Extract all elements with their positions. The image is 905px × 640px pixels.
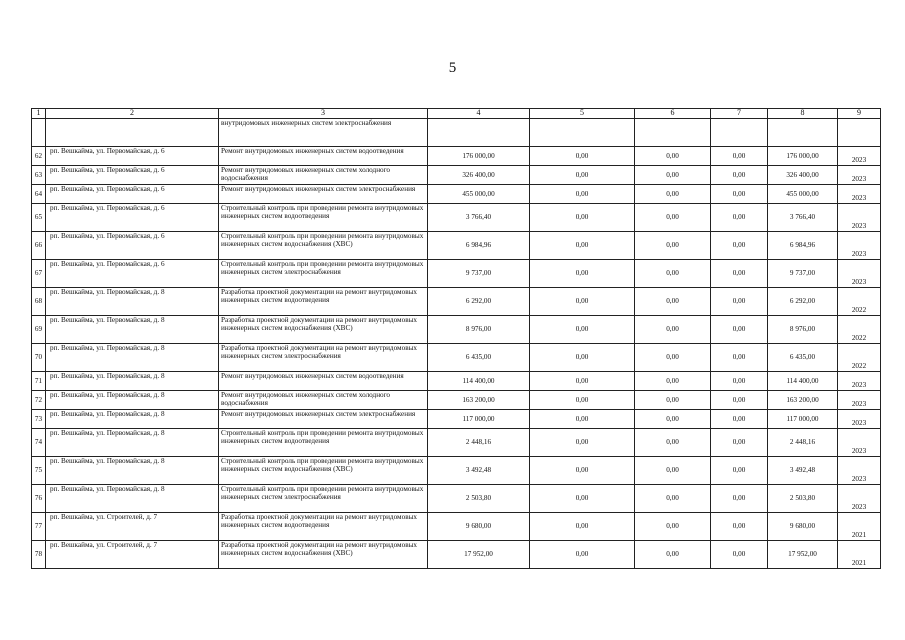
cost-total-cell: 9 737,00 — [428, 260, 530, 288]
address-cell: рп. Вешкайма, ул. Первомайская, д. 8 — [46, 429, 219, 457]
row-number-cell — [32, 119, 46, 147]
cost-col7-cell: 0,00 — [711, 204, 768, 232]
cost-total-cell: 3 492,48 — [428, 457, 530, 485]
cost-col7-cell: 0,00 — [711, 457, 768, 485]
table-row — [32, 204, 881, 232]
address-cell: рп. Вешкайма, ул. Первомайская, д. 6 — [46, 232, 219, 260]
cost-col5-cell: 0,00 — [530, 147, 635, 166]
cost-total-cell: 6 435,00 — [428, 344, 530, 372]
table-row — [32, 288, 881, 316]
cost-col8-cell: 6 984,96 — [768, 232, 838, 260]
cost-total-cell: 2 448,16 — [428, 429, 530, 457]
cost-col7-cell: 0,00 — [711, 391, 768, 410]
work-type-cell: Ремонт внутридомовых инженерных систем электроснабжения — [219, 185, 428, 204]
address-cell: рп. Вешкайма, ул. Первомайская, д. 6 — [46, 204, 219, 232]
cost-col8-cell: 9 680,00 — [768, 513, 838, 541]
year-cell: 2023 — [838, 457, 881, 485]
row-number-cell: 71 — [32, 372, 46, 391]
cost-col8-cell: 2 448,16 — [768, 429, 838, 457]
cost-col5-cell: 0,00 — [530, 429, 635, 457]
year-cell: 2023 — [838, 410, 881, 429]
cost-col6-cell: 0,00 — [635, 485, 711, 513]
table-row — [32, 457, 881, 485]
cost-col5-cell: 0,00 — [530, 232, 635, 260]
row-number-cell: 64 — [32, 185, 46, 204]
table-row — [32, 147, 881, 166]
cost-col8-cell: 176 000,00 — [768, 147, 838, 166]
cost-col5-cell: 0,00 — [530, 410, 635, 429]
cost-col6-cell: 0,00 — [635, 147, 711, 166]
address-cell: рп. Вешкайма, ул. Первомайская, д. 8 — [46, 391, 219, 410]
address-cell — [46, 119, 219, 147]
cost-col6-cell: 0,00 — [635, 260, 711, 288]
cost-col8-cell: 114 400,00 — [768, 372, 838, 391]
year-cell: 2023 — [838, 391, 881, 410]
cost-total-cell: 117 000,00 — [428, 410, 530, 429]
cost-col7-cell: 0,00 — [711, 316, 768, 344]
cost-total-cell — [428, 119, 530, 147]
cost-total-cell: 6 984,96 — [428, 232, 530, 260]
cost-col6-cell: 0,00 — [635, 541, 711, 569]
cost-col7-cell: 0,00 — [711, 429, 768, 457]
work-type-cell: Строительный контроль при проведении ремонта внутридомовых инженерных систем водоотведения — [219, 429, 428, 457]
address-cell: рп. Вешкайма, ул. Первомайская, д. 8 — [46, 457, 219, 485]
address-cell: рп. Вешкайма, ул. Первомайская, д. 6 — [46, 260, 219, 288]
cost-col6-cell: 0,00 — [635, 232, 711, 260]
table-row — [32, 372, 881, 391]
repair-schedule-table — [31, 108, 881, 569]
year-cell: 2023 — [838, 185, 881, 204]
cost-total-cell: 163 200,00 — [428, 391, 530, 410]
cost-col5-cell: 0,00 — [530, 541, 635, 569]
cost-total-cell: 8 976,00 — [428, 316, 530, 344]
column-header: 6 — [635, 109, 711, 119]
row-number-cell: 62 — [32, 147, 46, 166]
work-type-cell: Строительный контроль при проведении ремонта внутридомовых инженерных систем электроснабжения — [219, 485, 428, 513]
row-number-cell: 77 — [32, 513, 46, 541]
table-row — [32, 232, 881, 260]
cost-col8-cell: 6 292,00 — [768, 288, 838, 316]
work-type-cell: Строительный контроль при проведении ремонта внутридомовых инженерных систем электроснабжения — [219, 260, 428, 288]
work-type-cell: Ремонт внутридомовых инженерных систем водоотведения — [219, 372, 428, 391]
row-number-cell: 68 — [32, 288, 46, 316]
year-cell: 2023 — [838, 485, 881, 513]
address-cell: рп. Вешкайма, ул. Первомайская, д. 8 — [46, 344, 219, 372]
cost-col5-cell: 0,00 — [530, 485, 635, 513]
cost-col6-cell — [635, 119, 711, 147]
column-header: 3 — [219, 109, 428, 119]
cost-col6-cell: 0,00 — [635, 372, 711, 391]
cost-col6-cell: 0,00 — [635, 185, 711, 204]
cost-col6-cell: 0,00 — [635, 344, 711, 372]
cost-col5-cell: 0,00 — [530, 260, 635, 288]
cost-col8-cell — [768, 119, 838, 147]
address-cell: рп. Вешкайма, ул. Первомайская, д. 8 — [46, 485, 219, 513]
cost-col6-cell: 0,00 — [635, 429, 711, 457]
cost-total-cell: 455 000,00 — [428, 185, 530, 204]
year-cell: 2022 — [838, 288, 881, 316]
cost-col8-cell: 326 400,00 — [768, 166, 838, 185]
work-type-cell: Строительный контроль при проведении ремонта внутридомовых инженерных систем водоснабжения (ХВС) — [219, 457, 428, 485]
address-cell: рп. Вешкайма, ул. Первомайская, д. 8 — [46, 288, 219, 316]
cost-total-cell: 176 000,00 — [428, 147, 530, 166]
cost-col7-cell: 0,00 — [711, 185, 768, 204]
cost-total-cell: 2 503,80 — [428, 485, 530, 513]
row-number-cell: 74 — [32, 429, 46, 457]
cost-total-cell: 326 400,00 — [428, 166, 530, 185]
cost-col8-cell: 17 952,00 — [768, 541, 838, 569]
column-header: 8 — [768, 109, 838, 119]
row-number-cell: 66 — [32, 232, 46, 260]
work-type-cell: Ремонт внутридомовых инженерных систем холодного водоснабжения — [219, 391, 428, 410]
cost-col7-cell: 0,00 — [711, 147, 768, 166]
row-number-cell: 76 — [32, 485, 46, 513]
continuation-row — [32, 119, 881, 147]
row-number-cell: 69 — [32, 316, 46, 344]
table-row — [32, 541, 881, 569]
cost-col5-cell: 0,00 — [530, 316, 635, 344]
year-cell — [838, 119, 881, 147]
column-header: 7 — [711, 109, 768, 119]
year-cell: 2022 — [838, 344, 881, 372]
cost-col7-cell — [711, 119, 768, 147]
cost-col7-cell: 0,00 — [711, 541, 768, 569]
cost-col6-cell: 0,00 — [635, 391, 711, 410]
work-type-cell: Разработка проектной документации на ремонт внутридомовых инженерных систем водоснабжения (ХВС) — [219, 541, 428, 569]
work-type-cell: внутридомовых инженерных систем электроснабжения — [219, 119, 428, 147]
cost-col8-cell: 2 503,80 — [768, 485, 838, 513]
work-type-cell: Строительный контроль при проведении ремонта внутридомовых инженерных систем водоснабжения (ХВС) — [219, 232, 428, 260]
cost-col5-cell: 0,00 — [530, 372, 635, 391]
table-row — [32, 429, 881, 457]
cost-col8-cell: 9 737,00 — [768, 260, 838, 288]
work-type-cell: Разработка проектной документации на ремонт внутридомовых инженерных систем электроснабжения — [219, 344, 428, 372]
cost-col5-cell: 0,00 — [530, 344, 635, 372]
year-cell: 2021 — [838, 541, 881, 569]
cost-total-cell: 17 952,00 — [428, 541, 530, 569]
column-header: 9 — [838, 109, 881, 119]
table-row — [32, 316, 881, 344]
cost-col5-cell: 0,00 — [530, 391, 635, 410]
year-cell: 2021 — [838, 513, 881, 541]
table-row — [32, 344, 881, 372]
cost-col8-cell: 3 766,40 — [768, 204, 838, 232]
cost-col5-cell: 0,00 — [530, 166, 635, 185]
cost-col7-cell: 0,00 — [711, 260, 768, 288]
work-type-cell: Разработка проектной документации на ремонт внутридомовых инженерных систем водоснабжения (ХВС) — [219, 316, 428, 344]
work-type-cell: Разработка проектной документации на ремонт внутридомовых инженерных систем водоотведения — [219, 513, 428, 541]
cost-col8-cell: 3 492,48 — [768, 457, 838, 485]
cost-col8-cell: 6 435,00 — [768, 344, 838, 372]
cost-col8-cell: 163 200,00 — [768, 391, 838, 410]
cost-total-cell: 6 292,00 — [428, 288, 530, 316]
cost-total-cell: 9 680,00 — [428, 513, 530, 541]
cost-col7-cell: 0,00 — [711, 166, 768, 185]
cost-col6-cell: 0,00 — [635, 410, 711, 429]
table-row — [32, 260, 881, 288]
address-cell: рп. Вешкайма, ул. Первомайская, д. 6 — [46, 185, 219, 204]
cost-col5-cell: 0,00 — [530, 204, 635, 232]
work-type-cell: Строительный контроль при проведении ремонта внутридомовых инженерных систем водоотведения — [219, 204, 428, 232]
row-number-cell: 70 — [32, 344, 46, 372]
cost-col6-cell: 0,00 — [635, 288, 711, 316]
table-row — [32, 410, 881, 429]
row-number-cell: 72 — [32, 391, 46, 410]
row-number-cell: 67 — [32, 260, 46, 288]
work-type-cell: Ремонт внутридомовых инженерных систем холодного водоснабжения — [219, 166, 428, 185]
table-row — [32, 166, 881, 185]
row-number-cell: 63 — [32, 166, 46, 185]
year-cell: 2023 — [838, 429, 881, 457]
cost-col7-cell: 0,00 — [711, 232, 768, 260]
row-number-cell: 65 — [32, 204, 46, 232]
cost-col5-cell — [530, 119, 635, 147]
cost-col7-cell: 0,00 — [711, 288, 768, 316]
year-cell: 2023 — [838, 204, 881, 232]
year-cell: 2023 — [838, 166, 881, 185]
row-number-cell: 73 — [32, 410, 46, 429]
year-cell: 2023 — [838, 372, 881, 391]
row-number-cell: 78 — [32, 541, 46, 569]
column-header: 2 — [46, 109, 219, 119]
work-type-cell: Разработка проектной документации на ремонт внутридомовых инженерных систем водоотведения — [219, 288, 428, 316]
year-cell: 2023 — [838, 232, 881, 260]
table-row — [32, 391, 881, 410]
cost-total-cell: 114 400,00 — [428, 372, 530, 391]
cost-col7-cell: 0,00 — [711, 372, 768, 391]
header-row — [32, 109, 881, 119]
cost-col6-cell: 0,00 — [635, 513, 711, 541]
cost-col5-cell: 0,00 — [530, 457, 635, 485]
year-cell: 2022 — [838, 316, 881, 344]
address-cell: рп. Вешкайма, ул. Строителей, д. 7 — [46, 513, 219, 541]
cost-col6-cell: 0,00 — [635, 204, 711, 232]
cost-col7-cell: 0,00 — [711, 513, 768, 541]
work-type-cell: Ремонт внутридомовых инженерных систем водоотведения — [219, 147, 428, 166]
table-row — [32, 485, 881, 513]
address-cell: рп. Вешкайма, ул. Строителей, д. 7 — [46, 541, 219, 569]
year-cell: 2023 — [838, 260, 881, 288]
cost-col8-cell: 455 000,00 — [768, 185, 838, 204]
cost-col6-cell: 0,00 — [635, 457, 711, 485]
year-cell: 2023 — [838, 147, 881, 166]
cost-col8-cell: 117 000,00 — [768, 410, 838, 429]
work-type-cell: Ремонт внутридомовых инженерных систем электроснабжения — [219, 410, 428, 429]
row-number-cell: 75 — [32, 457, 46, 485]
column-header: 5 — [530, 109, 635, 119]
cost-col7-cell: 0,00 — [711, 410, 768, 429]
address-cell: рп. Вешкайма, ул. Первомайская, д. 8 — [46, 372, 219, 391]
table-row — [32, 185, 881, 204]
address-cell: рп. Вешкайма, ул. Первомайская, д. 8 — [46, 410, 219, 429]
cost-col7-cell: 0,00 — [711, 485, 768, 513]
cost-col5-cell: 0,00 — [530, 513, 635, 541]
cost-col8-cell: 8 976,00 — [768, 316, 838, 344]
cost-col5-cell: 0,00 — [530, 185, 635, 204]
cost-col6-cell: 0,00 — [635, 166, 711, 185]
address-cell: рп. Вешкайма, ул. Первомайская, д. 6 — [46, 147, 219, 166]
address-cell: рп. Вешкайма, ул. Первомайская, д. 8 — [46, 316, 219, 344]
cost-total-cell: 3 766,40 — [428, 204, 530, 232]
cost-col5-cell: 0,00 — [530, 288, 635, 316]
page-number: 5 — [448, 60, 457, 76]
table-row — [32, 513, 881, 541]
address-cell: рп. Вешкайма, ул. Первомайская, д. 6 — [46, 166, 219, 185]
cost-col7-cell: 0,00 — [711, 344, 768, 372]
cost-col6-cell: 0,00 — [635, 316, 711, 344]
column-header: 1 — [32, 109, 46, 119]
column-header: 4 — [428, 109, 530, 119]
